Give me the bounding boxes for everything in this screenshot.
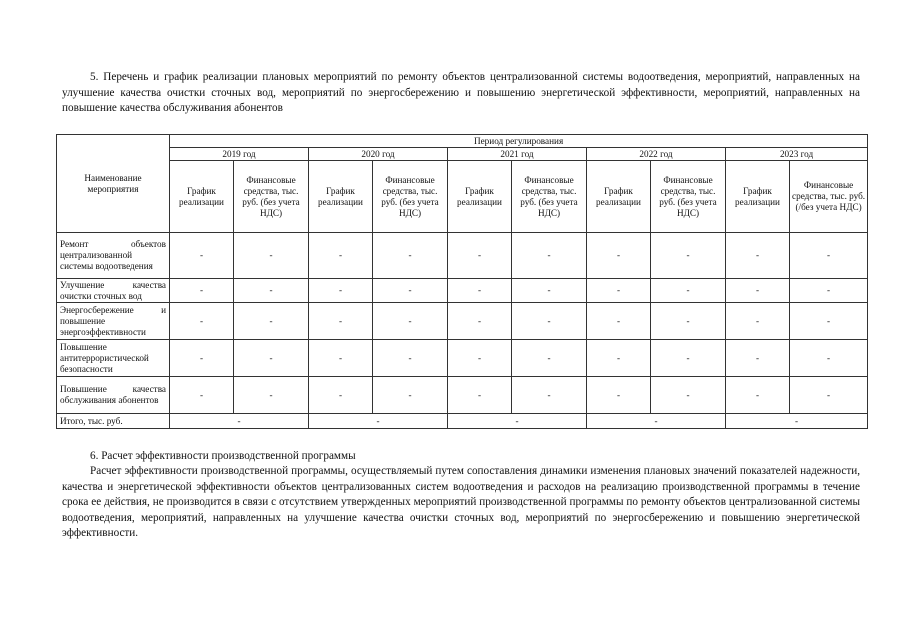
table-row	[57, 279, 868, 303]
schedule-header: График реализации	[170, 161, 234, 233]
total-cell: -	[448, 414, 587, 429]
table-cell: -	[790, 377, 868, 414]
total-label: Итого, тыс. руб.	[57, 414, 170, 429]
table-cell: -	[651, 233, 726, 279]
year-header: 2022 год	[587, 148, 726, 161]
table-cell: -	[651, 279, 726, 303]
table-cell: -	[726, 303, 790, 340]
table-cell: -	[790, 279, 868, 303]
section-6-heading: 6. Расчет эффективности производственной программы	[90, 450, 356, 462]
year-header: 2023 год	[726, 148, 868, 161]
table-cell: -	[234, 377, 309, 414]
table-cell: -	[170, 340, 234, 377]
activity-name: Повышение антитеррористической безопасности	[57, 340, 170, 377]
table-row	[57, 233, 868, 279]
table-row	[57, 340, 868, 377]
total-row	[57, 414, 868, 429]
table-cell: -	[373, 279, 448, 303]
table-cell: -	[651, 340, 726, 377]
table-cell: -	[170, 303, 234, 340]
table-cell: -	[309, 303, 373, 340]
finance-header: Финансовые средства, тыс. руб. (без учета НДС)	[373, 161, 448, 233]
table-cell: -	[587, 233, 651, 279]
finance-header: Финансовые средства, тыс. руб. (без учета НДС)	[512, 161, 587, 233]
table-cell: -	[448, 279, 512, 303]
total-cell: -	[309, 414, 448, 429]
table-cell: -	[512, 233, 587, 279]
table-cell: -	[373, 233, 448, 279]
table-cell: -	[587, 340, 651, 377]
finance-header: Финансовые средства, тыс. руб. (/без учета НДС)	[790, 161, 868, 233]
table-cell: -	[726, 233, 790, 279]
activities-schedule-table	[56, 134, 868, 429]
regulation-period-header: Период регулирования	[170, 135, 868, 148]
table-cell: -	[790, 340, 868, 377]
table-cell: -	[309, 233, 373, 279]
table-cell: -	[170, 233, 234, 279]
table-cell: -	[448, 340, 512, 377]
table-cell: -	[448, 233, 512, 279]
schedule-header: График реализации	[309, 161, 373, 233]
table-cell: -	[448, 303, 512, 340]
table-cell: -	[373, 377, 448, 414]
table-cell: -	[170, 377, 234, 414]
table-cell: -	[309, 340, 373, 377]
schedule-header: График реализации	[448, 161, 512, 233]
table-cell: -	[309, 377, 373, 414]
table-row	[57, 377, 868, 414]
table-cell: -	[373, 340, 448, 377]
activity-name: Ремонт объектов централизованной системы водоотведения	[57, 233, 170, 279]
table-cell: -	[651, 377, 726, 414]
table-cell: -	[448, 377, 512, 414]
schedule-header: График реализации	[726, 161, 790, 233]
section-5-heading: 5. Перечень и график реализации плановых мероприятий по ремонту объектов централизованной системы водоотведения, мероприятий, направленных на улучшение качества очистки сточных вод, мероприятий по энергосбережению и повышению энергетической эффективности, мероприятий, направленных на повышение качества обслуживания абонентов	[62, 71, 860, 114]
table-cell: -	[726, 377, 790, 414]
table-cell: -	[309, 279, 373, 303]
table-cell: -	[790, 303, 868, 340]
total-cell: -	[726, 414, 868, 429]
table-cell: -	[234, 303, 309, 340]
table-cell: -	[234, 233, 309, 279]
activity-name-header: Наименование мероприятия	[57, 135, 170, 233]
table-cell: -	[512, 279, 587, 303]
year-header: 2020 год	[309, 148, 448, 161]
total-cell: -	[170, 414, 309, 429]
year-header: 2019 год	[170, 148, 309, 161]
table-cell: -	[170, 279, 234, 303]
schedule-header: График реализации	[587, 161, 651, 233]
table-cell: -	[512, 377, 587, 414]
section-6-text: Расчет эффективности производственной программы, осуществляемый путем сопоставления динамики изменения плановых значений показателей надежности, качества и энергетической эффективности объектов централизованных систем водоотведения и расходов на реализацию производственной программы в течение срока ее действия, не производится в связи с отсутствием утвержденных мероприятий производственной программы по ремонту объектов централизованной системы водоотведения, мероприятий, направленных на улучшение качества очистки сточных вод, мероприятий по энергосбережению и повышению энергетической эффективности.	[62, 465, 860, 539]
activity-name: Повышение качества обслуживания абонентов	[57, 377, 170, 414]
table-cell: -	[234, 340, 309, 377]
table-cell: -	[726, 279, 790, 303]
year-header: 2021 год	[448, 148, 587, 161]
table-cell: -	[726, 340, 790, 377]
activity-name: Улучшение качества очистки сточных вод	[57, 279, 170, 303]
table-cell: -	[512, 340, 587, 377]
table-row	[57, 303, 868, 340]
table-cell: -	[790, 233, 868, 279]
finance-header: Финансовые средства, тыс. руб. (без учета НДС)	[651, 161, 726, 233]
table-cell: -	[373, 303, 448, 340]
table-cell: -	[587, 279, 651, 303]
finance-header: Финансовые средства, тыс. руб. (без учета НДС)	[234, 161, 309, 233]
table-cell: -	[234, 279, 309, 303]
table-cell: -	[651, 303, 726, 340]
table-cell: -	[512, 303, 587, 340]
table-cell: -	[587, 303, 651, 340]
activity-name: Энергосбережение и повышение энергоэффективности	[57, 303, 170, 340]
table-cell: -	[587, 377, 651, 414]
total-cell: -	[587, 414, 726, 429]
